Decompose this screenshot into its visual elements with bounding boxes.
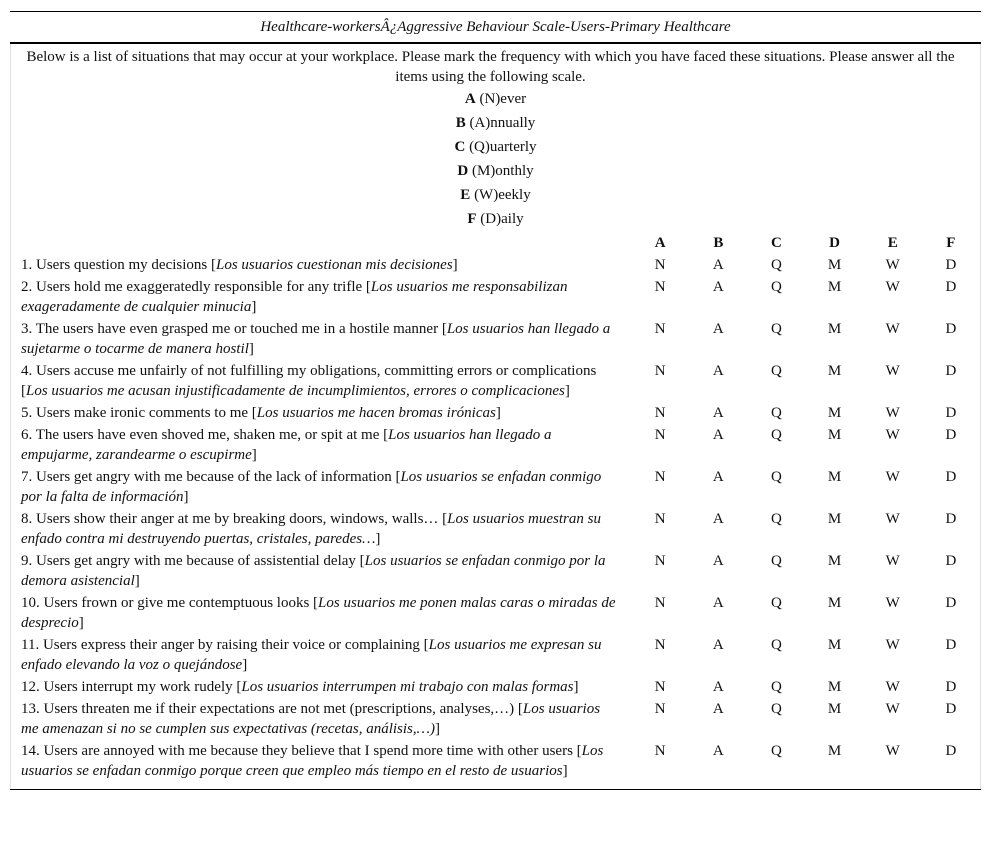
response-option-e[interactable]: W — [885, 321, 900, 337]
response-option-d[interactable]: M — [827, 321, 842, 337]
response-option-a[interactable]: N — [654, 511, 666, 527]
response-option-c[interactable]: Q — [771, 469, 782, 485]
response-option-e[interactable]: W — [885, 679, 900, 695]
response-option-f[interactable]: D — [945, 405, 957, 421]
response-option-b[interactable]: A — [712, 701, 724, 717]
item-bracket-close: ] — [242, 657, 248, 673]
response-option-c[interactable]: Q — [771, 363, 782, 379]
scale-letter: B — [455, 115, 466, 131]
scale-letter: E — [460, 187, 471, 203]
table-row — [11, 509, 980, 551]
response-option-d[interactable]: M — [827, 701, 842, 717]
response-option-e[interactable]: W — [885, 637, 900, 653]
item-bracket-close: ] — [78, 615, 84, 631]
response-option-b[interactable]: A — [712, 321, 724, 337]
response-option-d[interactable]: M — [827, 511, 842, 527]
item-spanish: Los usuarios me expresan su enfado elevando la voz o quejándose — [21, 637, 602, 673]
instructions: Below is a list of situations that may occur at your workplace. Please mark the frequency with which you have faced these situations. Please answer all the items using the following scale. — [26, 49, 955, 85]
item-text — [11, 425, 631, 467]
item-english: 13. Users threaten me if their expectations are not met (prescriptions, analyses,…) [ — [21, 701, 523, 717]
response-option-e[interactable]: W — [885, 469, 900, 485]
response-option-f[interactable]: D — [945, 469, 957, 485]
item-bracket-close: ] — [134, 573, 140, 589]
response-option-f[interactable]: D — [945, 363, 957, 379]
item-spanish: Los usuarios cuestionan mis decisiones — [215, 257, 453, 273]
table-row — [11, 551, 980, 593]
item-spanish: Los usuarios me responsabilizan exageradamente de cualquier minucia — [21, 279, 568, 315]
table-body — [10, 44, 981, 789]
item-spanish: Los usuarios han llegado a empujarme, zarandearme o escupirme — [21, 427, 552, 463]
item-text — [11, 467, 631, 509]
item-text — [11, 277, 631, 319]
response-option-c[interactable]: Q — [771, 553, 782, 569]
response-option-a[interactable]: N — [654, 321, 666, 337]
item-text — [11, 741, 631, 783]
response-option-a[interactable]: N — [654, 679, 666, 695]
response-option-b[interactable]: A — [712, 363, 724, 379]
response-option-a[interactable]: N — [654, 427, 666, 443]
scale-letter: F — [467, 211, 477, 227]
response-option-c[interactable]: Q — [771, 279, 782, 295]
item-text — [11, 551, 631, 593]
response-option-f[interactable]: D — [945, 553, 957, 569]
item-bracket-close: ] — [495, 405, 501, 421]
item-bracket-close: ] — [562, 763, 568, 779]
response-option-a[interactable]: N — [654, 279, 666, 295]
response-option-c[interactable]: Q — [771, 637, 782, 653]
response-option-f[interactable]: D — [945, 321, 957, 337]
column-header-a: A — [654, 235, 666, 251]
response-option-a[interactable]: N — [654, 257, 666, 273]
scale-table — [10, 11, 981, 790]
response-option-c[interactable]: Q — [771, 405, 782, 421]
item-bracket-close: ] — [434, 721, 440, 737]
response-option-f[interactable]: D — [945, 637, 957, 653]
response-option-c[interactable]: Q — [771, 427, 782, 443]
item-text — [11, 509, 631, 551]
response-option-f[interactable]: D — [945, 595, 957, 611]
item-bracket-close: ] — [251, 299, 257, 315]
item-bracket-close: ] — [375, 531, 381, 547]
table-row — [11, 635, 980, 677]
item-english: 11. Users express their anger by raising their voice or complaining [ — [21, 637, 429, 653]
response-option-e[interactable]: W — [885, 701, 900, 717]
response-option-f[interactable]: D — [945, 427, 957, 443]
response-option-e[interactable]: W — [885, 553, 900, 569]
response-option-c[interactable]: Q — [771, 701, 782, 717]
response-option-f[interactable]: D — [945, 743, 957, 759]
item-english: 10. Users frown or give me contemptuous looks [ — [21, 595, 319, 611]
response-option-b[interactable]: A — [712, 511, 724, 527]
response-option-a[interactable]: N — [654, 743, 666, 759]
scale-label: (N)ever — [479, 91, 527, 107]
table-row — [11, 361, 980, 403]
item-spanish: Los usuarios interrumpen mi trabajo con malas formas — [241, 679, 574, 695]
item-english: 5. Users make ironic comments to me [ — [21, 405, 257, 421]
item-english: 8. Users show their anger at me by breaking doors, windows, walls… [ — [21, 511, 448, 527]
scale-letter: C — [454, 139, 466, 155]
scale-legend — [11, 87, 980, 231]
response-option-e[interactable]: W — [885, 405, 900, 421]
response-option-b[interactable]: A — [712, 427, 724, 443]
table-row — [11, 403, 980, 425]
response-option-d[interactable]: M — [827, 743, 842, 759]
scale-entry — [11, 207, 980, 231]
table-row — [11, 425, 980, 467]
scale-label: (M)onthly — [471, 163, 534, 179]
response-option-c[interactable]: Q — [771, 511, 782, 527]
response-option-c[interactable]: Q — [771, 321, 782, 337]
response-option-b[interactable]: A — [712, 679, 724, 695]
item-english: 9. Users get angry with me because of assistential delay [ — [21, 553, 365, 569]
scale-label: (D)aily — [480, 211, 524, 227]
response-option-b[interactable]: A — [712, 405, 724, 421]
item-english: 3. The users have even grasped me or touched me in a hostile manner [ — [21, 321, 447, 337]
response-option-e[interactable]: W — [885, 363, 900, 379]
response-option-b[interactable]: A — [712, 595, 724, 611]
item-bracket-close: ] — [564, 383, 570, 399]
response-option-a[interactable]: N — [654, 405, 666, 421]
response-option-d[interactable]: M — [827, 595, 842, 611]
item-spanish: Los usuarios se enfadan conmigo por la demora asistencial — [21, 553, 606, 589]
table-row — [11, 699, 980, 741]
response-option-e[interactable]: W — [885, 257, 900, 273]
header-spacer — [11, 231, 631, 255]
table-row — [11, 677, 980, 699]
table-row — [11, 277, 980, 319]
response-option-c[interactable]: Q — [771, 743, 782, 759]
item-bracket-close: ] — [573, 679, 579, 695]
item-bracket-close: ] — [452, 257, 458, 273]
response-option-e[interactable]: W — [885, 279, 900, 295]
item-spanish: Los usuarios me hacen bromas irónicas — [256, 405, 496, 421]
item-bracket-close: ] — [183, 489, 189, 505]
response-option-f[interactable]: D — [945, 701, 957, 717]
item-text — [11, 255, 631, 277]
response-option-e[interactable]: W — [885, 743, 900, 759]
response-option-e[interactable]: W — [885, 595, 900, 611]
item-spanish: Los usuarios muestran su enfado contra mi destruyendo puertas, cristales, paredes… — [21, 511, 601, 547]
scale-entry — [11, 111, 980, 135]
item-text — [11, 319, 631, 361]
item-spanish: Los usuarios me acusan injustificadamente de incumplimientos, errores o complicaciones — [26, 383, 565, 399]
bottom-rule — [10, 789, 981, 790]
table-row — [11, 593, 980, 635]
item-bracket-close: ] — [248, 341, 254, 357]
response-option-d[interactable]: M — [827, 679, 842, 695]
response-option-c[interactable]: Q — [771, 679, 782, 695]
items-table — [11, 231, 980, 783]
table-row — [11, 741, 980, 783]
response-option-a[interactable]: N — [654, 469, 666, 485]
item-spanish: Los usuarios se enfadan conmigo porque creen que empleo más tiempo en el resto de usuarios — [21, 743, 604, 779]
scale-entry — [11, 183, 980, 207]
response-option-e[interactable]: W — [885, 427, 900, 443]
item-english: 1. Users question my decisions [ — [21, 257, 216, 273]
response-option-f[interactable]: D — [945, 679, 957, 695]
response-option-d[interactable]: M — [827, 427, 842, 443]
scale-label: (Q)uarterly — [469, 139, 537, 155]
item-spanish: Los usuarios se enfadan conmigo por la falta de información — [21, 469, 602, 505]
response-option-d[interactable]: M — [827, 637, 842, 653]
item-english: 4. Users accuse me unfairly of not fulfilling my obligations, committing errors or complications [ — [21, 363, 597, 399]
response-option-d[interactable]: M — [827, 257, 842, 273]
item-spanish: Los usuarios han llegado a sujetarme o tocarme de manera hostil — [21, 321, 611, 357]
item-english: 2. Users hold me exaggeratedly responsible for any trifle [ — [21, 279, 371, 295]
item-english: 14. Users are annoyed with me because they believe that I spend more time with other users [ — [21, 743, 582, 759]
response-option-d[interactable]: M — [827, 469, 842, 485]
scale-entry — [11, 159, 980, 183]
response-option-b[interactable]: A — [712, 553, 724, 569]
response-option-a[interactable]: N — [654, 553, 666, 569]
item-text — [11, 677, 631, 699]
response-option-b[interactable]: A — [712, 279, 724, 295]
column-header-d: D — [829, 235, 841, 251]
response-option-b[interactable]: A — [712, 743, 724, 759]
item-english: 12. Users interrupt my work rudely [ — [21, 679, 242, 695]
item-spanish: Los usuarios me amenazan si no se cumplen sus expectativas (recetas, análisis,…) — [21, 701, 601, 737]
column-header-row — [11, 231, 980, 255]
response-option-d[interactable]: M — [827, 405, 842, 421]
scale-entry — [11, 87, 980, 111]
response-option-d[interactable]: M — [827, 553, 842, 569]
column-header-b: B — [713, 235, 724, 251]
scale-letter: A — [464, 91, 476, 107]
item-text — [11, 403, 631, 425]
column-header-f: F — [946, 235, 956, 251]
response-option-e[interactable]: W — [885, 511, 900, 527]
response-option-a[interactable]: N — [654, 701, 666, 717]
response-option-a[interactable]: N — [654, 637, 666, 653]
response-option-b[interactable]: A — [712, 469, 724, 485]
item-english: 6. The users have even shoved me, shaken me, or spit at me [ — [21, 427, 389, 443]
item-text — [11, 699, 631, 741]
scale-label: (W)eekly — [474, 187, 531, 203]
response-option-a[interactable]: N — [654, 363, 666, 379]
item-spanish: Los usuarios me ponen malas caras o miradas de desprecio — [21, 595, 616, 631]
response-option-f[interactable]: D — [945, 257, 957, 273]
table-row — [11, 319, 980, 361]
item-text — [11, 361, 631, 403]
item-text — [11, 635, 631, 677]
response-option-d[interactable]: M — [827, 363, 842, 379]
scale-entry — [11, 135, 980, 159]
item-bracket-close: ] — [251, 447, 257, 463]
column-header-e: E — [887, 235, 898, 251]
column-header-c: C — [771, 235, 782, 251]
response-option-f[interactable]: D — [945, 279, 957, 295]
response-option-d[interactable]: M — [827, 279, 842, 295]
item-english: 7. Users get angry with me because of the lack of information [ — [21, 469, 401, 485]
response-option-b[interactable]: A — [712, 637, 724, 653]
response-option-c[interactable]: Q — [771, 257, 782, 273]
response-option-a[interactable]: N — [654, 595, 666, 611]
scale-label: (A)nnually — [469, 115, 536, 131]
table-row — [11, 467, 980, 509]
response-option-b[interactable]: A — [712, 257, 724, 273]
response-option-f[interactable]: D — [945, 511, 957, 527]
response-option-c[interactable]: Q — [771, 595, 782, 611]
table-title: Healthcare-workersÂ¿Aggressive Behaviour Scale-Users-Primary Healthcare — [260, 19, 731, 35]
table-row — [11, 255, 980, 277]
scale-letter: D — [457, 163, 469, 179]
item-text — [11, 593, 631, 635]
